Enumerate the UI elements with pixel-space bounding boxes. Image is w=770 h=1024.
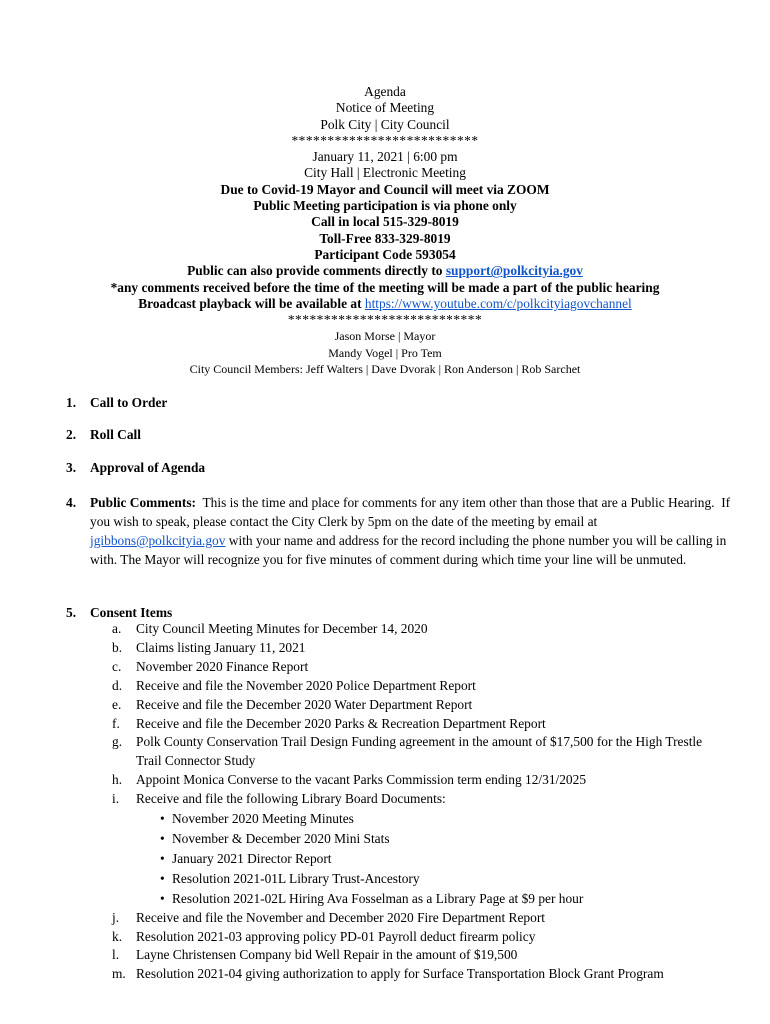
item-text: Receive and file the December 2020 Parks & Recreation Department Report — [136, 715, 546, 731]
bullet-icon: • — [160, 811, 165, 827]
library-bullet — [112, 890, 712, 909]
bullet-icon: • — [160, 870, 165, 886]
council-members-line: City Council Members: Jeff Walters | Dave Dvorak | Ron Anderson | Rob Sarchet — [189, 362, 581, 377]
item-letter: e. — [112, 696, 122, 712]
section-number: 5. — [66, 605, 77, 620]
item-text: Receive and file the November and December 2020 Fire Department Report — [136, 909, 546, 925]
toll-free-number: Toll-Free 833-329-8019 — [319, 230, 451, 246]
list-item — [112, 771, 712, 790]
list-item — [112, 965, 712, 984]
bullet-text: November 2020 Meeting Minutes — [172, 811, 354, 827]
bullet-text: November & December 2020 Mini Stats — [172, 830, 390, 846]
section-public-comments — [66, 493, 736, 569]
item-text: Resolution 2021-03 approving policy PD-01 Payroll deduct firearm policy — [136, 928, 536, 944]
section-number: 2. — [66, 427, 77, 442]
agenda-title: Agenda — [364, 84, 406, 99]
item-text: Claims listing January 11, 2021 — [136, 639, 306, 655]
section-title: Roll Call — [90, 427, 141, 442]
item-letter: l. — [112, 947, 120, 963]
section-call-to-order — [66, 393, 736, 412]
list-item — [112, 639, 712, 658]
item-text: City Council Meeting Minutes for December 14, 2020 — [136, 621, 428, 636]
list-item — [112, 696, 712, 715]
section-title: Public Comments: — [90, 495, 197, 510]
public-comments-text-2: with your name and address for the record including the phone number you will be calling in with. The Mayor will recognize you for five minutes of comment during which time your line will be unmuted. — [90, 533, 727, 567]
local-number: Call in local 515-329-8019 — [311, 214, 459, 230]
participant-code: Participant Code 593054 — [314, 246, 456, 262]
item-text: Resolution 2021-04 giving authorization to apply for Surface Transportation Block Grant Program — [136, 966, 664, 982]
covid-notice: Due to Covid-19 Mayor and Council will meet via ZOOM — [220, 181, 550, 197]
comments-email-text: Public can also provide comments directly to — [187, 263, 446, 279]
item-text: November 2020 Finance Report — [136, 658, 309, 674]
bullet-icon: • — [160, 890, 165, 906]
bullet-icon: • — [160, 850, 165, 866]
item-letter: f. — [112, 715, 120, 731]
mayor-line: Jason Morse | Mayor — [334, 329, 436, 344]
list-item — [112, 677, 712, 696]
bullet-icon: • — [160, 830, 165, 846]
section-number: 3. — [66, 460, 77, 475]
body-name-line: Polk City | City Council — [320, 116, 450, 132]
item-letter: b. — [112, 639, 123, 655]
broadcast-text: Broadcast playback will be available at — [138, 295, 365, 311]
support-email-link[interactable]: support@polkcityia.gov — [445, 263, 583, 279]
section-number: 1. — [66, 395, 77, 410]
item-letter: h. — [112, 772, 123, 788]
library-bullet — [112, 850, 712, 869]
list-item — [112, 946, 712, 965]
item-text: Receive and file the following Library Board Documents: — [136, 791, 446, 807]
item-text: Receive and file the November 2020 Police Department Report — [136, 677, 476, 693]
section-number: 4. — [66, 495, 77, 510]
section-title: Consent Items — [90, 605, 173, 620]
item-letter: k. — [112, 928, 123, 944]
list-item — [112, 928, 712, 947]
star-divider: ************************** — [291, 132, 479, 148]
section-approval-of-agenda — [66, 458, 736, 477]
item-text: Polk County Conservation Trail Design Funding agreement in the amount of $17,500 for the High Trestle Trail Connector Study — [136, 734, 703, 769]
public-comments-text-1: This is the time and place for comments for any item other than those that are a Public Hearing. If you wish to speak, please contact the City Clerk by 5pm on the date of the meeting by email at — [90, 495, 734, 529]
item-text: Receive and file the December 2020 Water Department Report — [136, 696, 473, 712]
item-letter: i. — [112, 791, 120, 807]
item-text: Appoint Monica Converse to the vacant Parks Commission term ending 12/31/2025 — [136, 772, 587, 788]
bullet-text: January 2021 Director Report — [172, 850, 332, 866]
pro-tem-line: Mandy Vogel | Pro Tem — [328, 345, 442, 360]
library-bullet — [112, 810, 712, 829]
bullet-text: Resolution 2021-02L Hiring Ava Fosselman as a Library Page at $9 per hour — [172, 890, 584, 906]
section-title: Call to Order — [90, 395, 168, 410]
youtube-link[interactable]: https://www.youtube.com/c/polkcityiagovchannel — [364, 295, 632, 311]
item-letter: c. — [112, 658, 122, 674]
list-item — [112, 733, 712, 771]
consent-items-list — [112, 620, 712, 984]
list-item — [112, 620, 712, 639]
list-item — [112, 909, 712, 928]
item-letter: d. — [112, 677, 123, 693]
item-letter: j. — [112, 909, 120, 925]
list-item — [112, 790, 712, 809]
comments-email-line — [0, 263, 770, 279]
broadcast-line — [0, 296, 770, 312]
notice-line: Notice of Meeting — [335, 100, 435, 116]
item-letter: m. — [112, 966, 126, 982]
item-text: Layne Christensen Company bid Well Repair in the amount of $19,500 — [136, 947, 518, 963]
bullet-text: Resolution 2021-01L Library Trust-Ancestory — [172, 870, 420, 886]
meeting-location: City Hall | Electronic Meeting — [304, 165, 466, 181]
meeting-datetime: January 11, 2021 | 6:00 pm — [312, 149, 458, 165]
item-letter: a. — [112, 621, 122, 636]
agenda-header — [0, 84, 770, 378]
item-letter: g. — [112, 734, 123, 750]
comments-notice: *any comments received before the time of the meeting will be made a part of the public hearing — [110, 279, 660, 295]
star-divider-2: *************************** — [287, 312, 483, 328]
list-item — [112, 658, 712, 677]
clerk-email-link[interactable]: jgibbons@polkcityia.gov — [90, 533, 226, 548]
list-item — [112, 715, 712, 734]
phone-participation: Public Meeting participation is via phone only — [253, 198, 517, 214]
library-bullet — [112, 870, 712, 889]
section-roll-call — [66, 425, 736, 444]
library-bullet — [112, 830, 712, 849]
section-title: Approval of Agenda — [90, 460, 206, 475]
